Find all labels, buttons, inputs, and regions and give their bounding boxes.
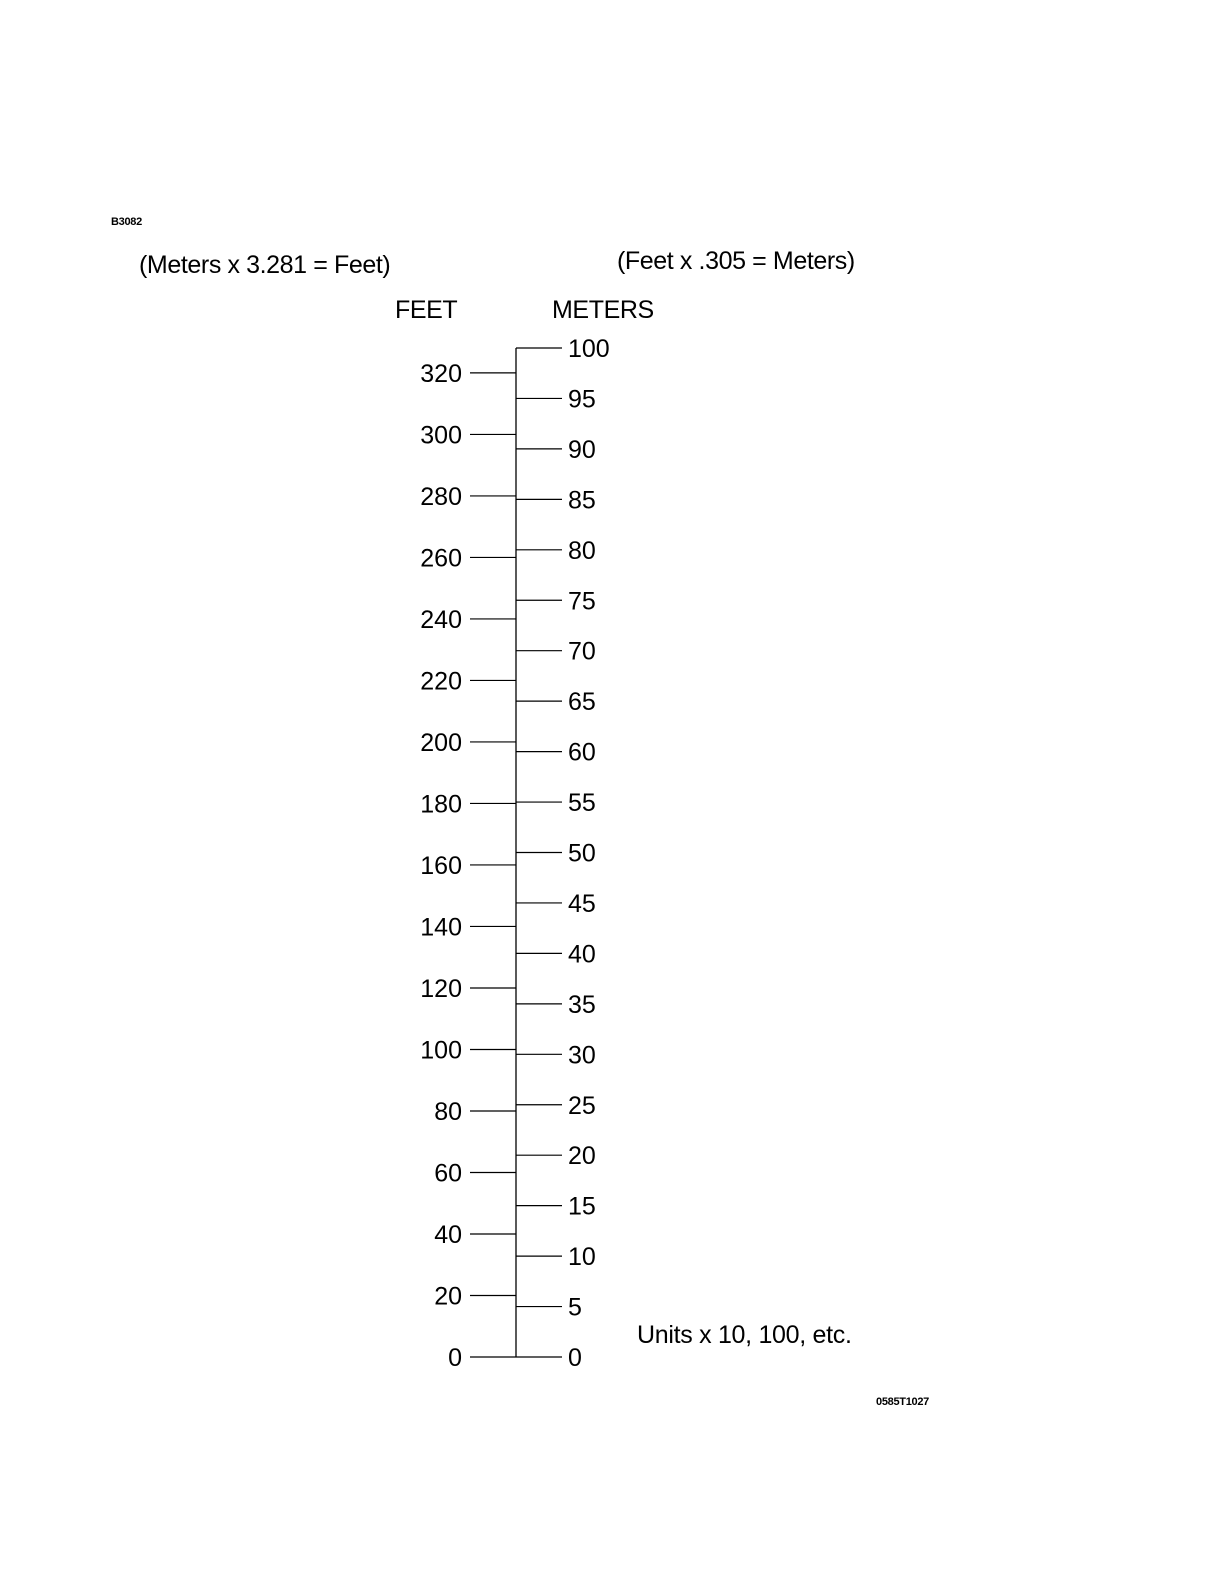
feet-tick-label: 280: [420, 482, 462, 511]
meter-tick-label: 45: [568, 889, 596, 918]
meters-column-label: METERS: [552, 296, 654, 324]
meter-tick-label: 100: [568, 335, 610, 363]
meter-tick-label: 75: [568, 587, 596, 616]
meter-tick-label: 50: [568, 839, 596, 868]
feet-tick-label: 180: [420, 790, 462, 819]
feet-tick-label: 0: [448, 1344, 462, 1372]
meter-tick-label: 70: [568, 637, 596, 666]
meter-tick-label: 30: [568, 1041, 596, 1070]
feet-tick-label: 100: [420, 1036, 462, 1065]
feet-tick-label: 260: [420, 544, 462, 573]
meter-tick-label: 40: [568, 940, 596, 969]
feet-ticks: [420, 360, 516, 1372]
meter-ticks: [516, 335, 610, 1372]
units-note: Units x 10, 100, etc.: [637, 1321, 852, 1349]
meter-tick-label: 65: [568, 688, 596, 717]
meter-tick-label: 15: [568, 1192, 596, 1221]
meter-tick-label: 35: [568, 990, 596, 1019]
meter-tick-label: 20: [568, 1142, 596, 1171]
meter-tick-label: 90: [568, 435, 596, 464]
feet-tick-label: 160: [420, 851, 462, 880]
meter-tick-label: 5: [568, 1293, 582, 1322]
meters-to-feet-formula: (Meters x 3.281 = Feet): [139, 251, 391, 279]
feet-tick-label: 320: [420, 359, 462, 388]
meter-tick-label: 85: [568, 486, 596, 515]
feet-tick-label: 20: [434, 1282, 462, 1311]
meter-tick-label: 80: [568, 536, 596, 565]
drawing-number: 0585T1027: [876, 1396, 929, 1408]
feet-tick-label: 300: [420, 421, 462, 450]
feet-tick-label: 220: [420, 667, 462, 696]
feet-tick-label: 200: [420, 728, 462, 757]
meter-tick-label: 95: [568, 385, 596, 414]
feet-column-label: FEET: [395, 296, 458, 324]
meter-tick-label: 0: [568, 1344, 582, 1372]
meter-tick-label: 25: [568, 1091, 596, 1120]
figure-code: B3082: [111, 216, 142, 228]
feet-tick-label: 240: [420, 605, 462, 634]
feet-tick-label: 60: [434, 1159, 462, 1188]
feet-tick-label: 140: [420, 913, 462, 942]
feet-tick-label: 40: [434, 1220, 462, 1249]
meter-tick-label: 10: [568, 1243, 596, 1272]
feet-tick-label: 120: [420, 974, 462, 1003]
meter-tick-label: 55: [568, 789, 596, 818]
feet-tick-label: 80: [434, 1097, 462, 1126]
meter-tick-label: 60: [568, 738, 596, 767]
feet-to-meters-formula: (Feet x .305 = Meters): [617, 247, 855, 275]
